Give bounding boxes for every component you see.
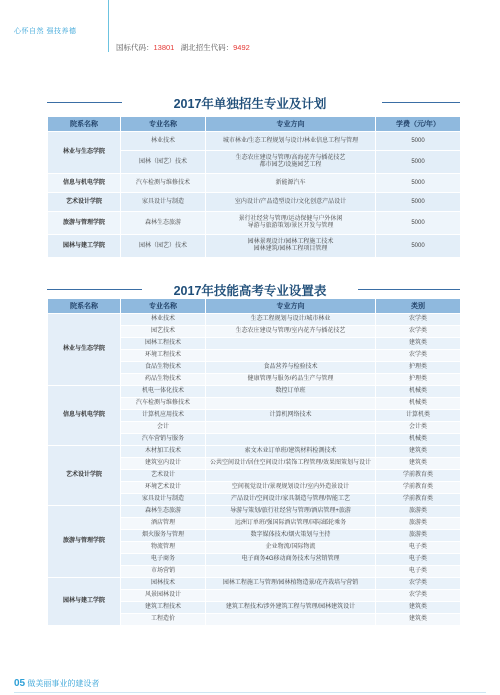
- category-cell: 农学类: [376, 326, 461, 338]
- direction-cell: 数控订单班: [206, 386, 376, 398]
- direction-cell: 生态工程规划与设计/城市林业: [206, 314, 376, 326]
- header-divider: [108, 0, 109, 52]
- table2-col-category: 类别: [376, 299, 461, 314]
- college-cell: 信息与机电学院: [48, 386, 121, 446]
- major-cell: 工程造价: [121, 614, 206, 626]
- category-cell: 学前教育类: [376, 482, 461, 494]
- direction-cell: [206, 470, 376, 482]
- category-cell: 计算机类: [376, 410, 461, 422]
- enrollment-codes: [116, 42, 250, 53]
- direction-cell: [206, 434, 376, 446]
- page-number: 05: [14, 678, 26, 689]
- college-cell: 信息与机电学院: [48, 174, 121, 193]
- category-cell: 农学类: [376, 350, 461, 362]
- table2-col-major: 专业名称: [121, 299, 206, 314]
- table-row: [48, 212, 461, 235]
- major-cell: 森林生态旅游: [121, 506, 206, 518]
- category-cell: 建筑类: [376, 338, 461, 350]
- hubei-code: 9492: [233, 43, 250, 52]
- direction-cell: 公共空间设计/居住空间设计/装饰工程管理/效果图策划与设计: [206, 458, 376, 470]
- page-footer: [14, 678, 99, 689]
- category-cell: 学前教育类: [376, 470, 461, 482]
- table1-header-row: [48, 117, 461, 132]
- direction-cell: [206, 590, 376, 602]
- category-cell: 护理类: [376, 362, 461, 374]
- category-cell: 机械类: [376, 386, 461, 398]
- major-cell: 机电一体化技术: [121, 386, 206, 398]
- fee-cell: 5000: [376, 151, 461, 174]
- table1-col-major: 专业名称: [121, 117, 206, 132]
- major-cell: 森林生态旅游: [121, 212, 206, 235]
- major-cell: 林业技术: [121, 132, 206, 151]
- major-cell: 食品生物技术: [121, 362, 206, 374]
- table2-header-row: [48, 299, 461, 314]
- major-cell: 物流管理: [121, 542, 206, 554]
- direction-cell: [206, 566, 376, 578]
- fee-cell: 5000: [376, 212, 461, 235]
- college-cell: 园林与建工学院: [48, 235, 121, 258]
- major-cell: 园艺技术: [121, 326, 206, 338]
- table2-title: 2017年技能高考专业设置表: [173, 284, 327, 298]
- table-row: [48, 578, 461, 590]
- table-row: [48, 132, 461, 151]
- major-cell: 电子商务: [121, 554, 206, 566]
- major-cell: 市场营销: [121, 566, 206, 578]
- table1-col-direction: 专业方向: [206, 117, 376, 132]
- category-cell: 机械类: [376, 434, 461, 446]
- category-cell: 旅游类: [376, 506, 461, 518]
- college-cell: 林业与生态学院: [48, 314, 121, 386]
- category-cell: 农学类: [376, 578, 461, 590]
- major-cell: 汽车检测与维修技术: [121, 174, 206, 193]
- major-cell: 环境艺术设计: [121, 482, 206, 494]
- major-cell: 风景园林设计: [121, 590, 206, 602]
- category-cell: 电子类: [376, 554, 461, 566]
- page-header: [0, 0, 500, 70]
- major-cell: 会计: [121, 422, 206, 434]
- category-cell: 电子类: [376, 542, 461, 554]
- major-cell: 药品生物技术: [121, 374, 206, 386]
- direction-cell: 空间视觉设计/景观规划设计/室内外造景设计: [206, 482, 376, 494]
- direction-cell: 产品设计/空间设计/家具制造与管理/智能工艺: [206, 494, 376, 506]
- direction-cell: 远洲订单班/强国际酒店管理/国际邮轮乘务: [206, 518, 376, 530]
- table-row: [48, 506, 461, 518]
- major-cell: 林业技术: [121, 314, 206, 326]
- direction-cell: [206, 422, 376, 434]
- fee-cell: 5000: [376, 174, 461, 193]
- table2-col-direction: 专业方向: [206, 299, 376, 314]
- table1-title: 2017年单独招生专业及计划: [173, 97, 327, 111]
- category-cell: 电子类: [376, 566, 461, 578]
- major-cell: 园林工程技术: [121, 338, 206, 350]
- direction-cell: 生态农庄建设与管理/室内花卉与插花技艺: [206, 326, 376, 338]
- major-cell: 木材加工技术: [121, 446, 206, 458]
- table-row: [48, 314, 461, 326]
- hubei-code-label: 湖北招生代码：: [180, 43, 234, 52]
- college-cell: 艺术设计学院: [48, 193, 121, 212]
- major-cell: 园林技术: [121, 578, 206, 590]
- category-cell: 会计类: [376, 422, 461, 434]
- category-cell: 旅游类: [376, 530, 461, 542]
- direction-cell: [206, 338, 376, 350]
- school-motto: 心怀自然 强技养德: [14, 28, 77, 35]
- major-cell: 汽车营销与服务: [121, 434, 206, 446]
- direction-cell: 健康管理与服务/药品生产与管理: [206, 374, 376, 386]
- fee-cell: 5000: [376, 132, 461, 151]
- direction-cell: 城市林业/生态工程规划与设计/林业信息工程与管理: [206, 132, 376, 151]
- direction-cell: [206, 614, 376, 626]
- footer-slogan: 做美丽事业的建设者: [27, 679, 100, 688]
- major-cell: 家具设计与制造: [121, 494, 206, 506]
- direction-cell: 园林景观设计/园林工程施工技术 园林建筑/园林工程项目管理: [206, 235, 376, 258]
- table-row: [48, 174, 461, 193]
- category-cell: 旅游类: [376, 518, 461, 530]
- table-row: [48, 386, 461, 398]
- direction-cell: 食品营养与检验技术: [206, 362, 376, 374]
- footer-rule: [14, 692, 486, 693]
- category-cell: 农学类: [376, 590, 461, 602]
- category-cell: 建筑类: [376, 446, 461, 458]
- direction-cell: [206, 398, 376, 410]
- direction-cell: 室内设计/产品造型设计/文化创意产品设计: [206, 193, 376, 212]
- college-cell: 旅游与管理学院: [48, 506, 121, 578]
- category-cell: 建筑类: [376, 458, 461, 470]
- direction-cell: 导游与策划/旅行社经营与管理/酒店管理+旅游: [206, 506, 376, 518]
- major-cell: 园林（园艺）技术: [121, 235, 206, 258]
- major-cell: 环境工程技术: [121, 350, 206, 362]
- college-cell: 林业与生态学院: [48, 132, 121, 174]
- college-cell: 旅游与管理学院: [48, 212, 121, 235]
- single-enrollment-table: [47, 116, 461, 258]
- national-code-label: 国标代码：: [116, 43, 154, 52]
- category-cell: 机械类: [376, 398, 461, 410]
- direction-cell: 电子商务4G移动商务技术与营销管理: [206, 554, 376, 566]
- fee-cell: 5000: [376, 193, 461, 212]
- college-cell: 艺术设计学院: [48, 446, 121, 506]
- table1-col-fee: 学费（元/年）: [376, 117, 461, 132]
- major-cell: 建筑工程技术: [121, 602, 206, 614]
- major-cell: 汽车检测与维修技术: [121, 398, 206, 410]
- major-cell: 家具设计与制造: [121, 193, 206, 212]
- major-cell: 艺术设计: [121, 470, 206, 482]
- table-row: [48, 446, 461, 458]
- skills-exam-table: [47, 298, 461, 626]
- major-cell: 烟火服务与管理: [121, 530, 206, 542]
- category-cell: 建筑类: [376, 602, 461, 614]
- direction-cell: [206, 350, 376, 362]
- major-cell: 园林（园艺）技术: [121, 151, 206, 174]
- major-cell: 计算机应用技术: [121, 410, 206, 422]
- direction-cell: 建筑工程技术/涉外建筑工程与管理/园林建筑设计: [206, 602, 376, 614]
- category-cell: 护理类: [376, 374, 461, 386]
- fee-cell: 5000: [376, 235, 461, 258]
- table1-col-college: 院系名称: [48, 117, 121, 132]
- table-row: [48, 235, 461, 258]
- major-cell: 酒店管理: [121, 518, 206, 530]
- category-cell: 建筑类: [376, 614, 461, 626]
- national-code: 13801: [153, 43, 175, 52]
- table-row: [48, 193, 461, 212]
- direction-cell: 索文木业订单班/建筑材料检测技术: [206, 446, 376, 458]
- category-cell: 学前教育类: [376, 494, 461, 506]
- direction-cell: 园林工程施工与管理/园林植物造景/花卉栽培与营销: [206, 578, 376, 590]
- category-cell: 农学类: [376, 314, 461, 326]
- direction-cell: 数字媒体技术/烟火策划与主持: [206, 530, 376, 542]
- table2-col-college: 院系名称: [48, 299, 121, 314]
- direction-cell: 企业物流/国际物流: [206, 542, 376, 554]
- direction-cell: 计算机网络技术: [206, 410, 376, 422]
- direction-cell: 景行社经营与管理/运动保健与户外休闲 导游与旅游策划/景区开发与管理: [206, 212, 376, 235]
- direction-cell: 新能源汽车: [206, 174, 376, 193]
- direction-cell: 生态农庄建设与管理/高海花卉与插花技艺 都市园艺/设施园艺工程: [206, 151, 376, 174]
- major-cell: 建筑室内设计: [121, 458, 206, 470]
- college-cell: 园林与建工学院: [48, 578, 121, 626]
